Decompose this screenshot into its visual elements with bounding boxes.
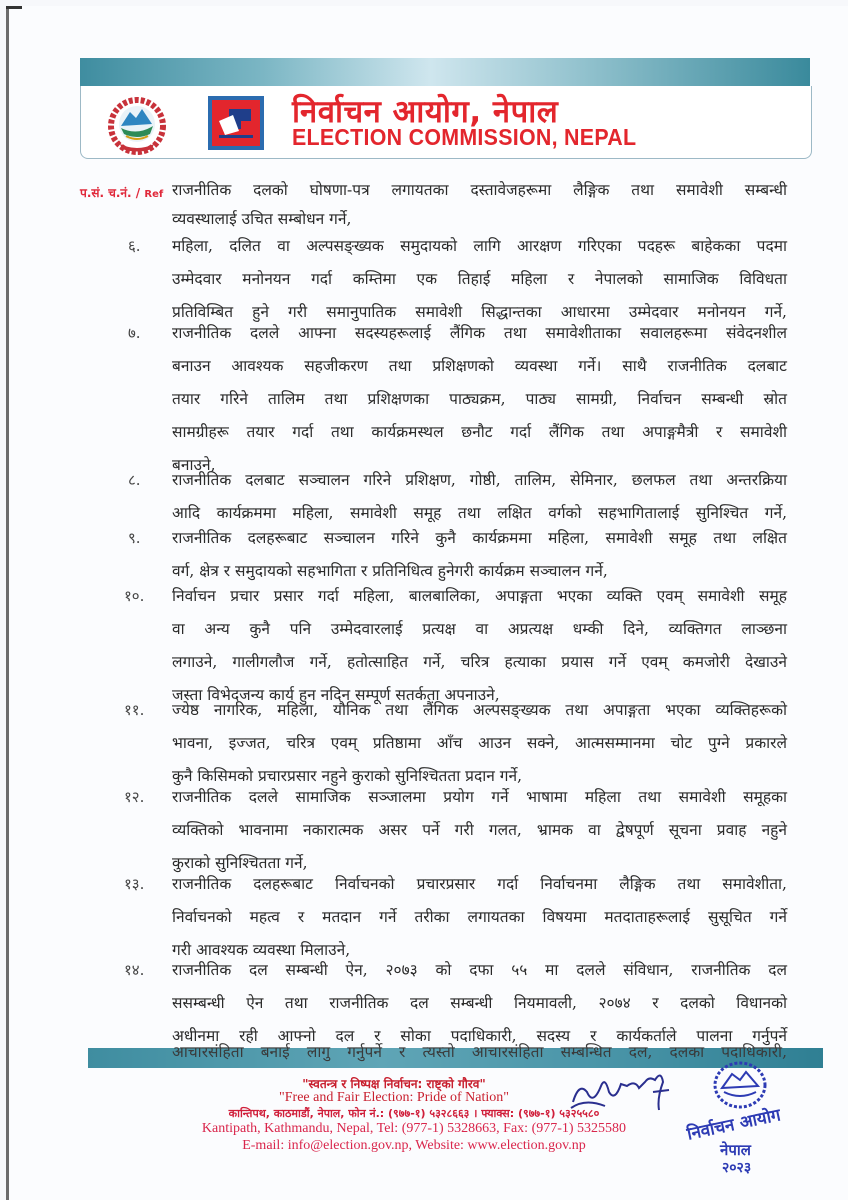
list-item-13 xyxy=(172,872,787,960)
stamp-text-line2: नेपाल xyxy=(720,1141,751,1159)
slogan-english: "Free and Fair Election: Pride of Nation" xyxy=(279,1090,509,1105)
item-line: उम्मेदवार मनोनयन गर्दा कम्तिमा एक तिहाई महिला र नेपालको सामाजिक विविधता xyxy=(172,270,787,288)
item-line: निर्वाचनको महत्व र मतदान गर्ने तरीका लगायतका विषयमा मतदाताहरूलाई सुसूचित गर्ने xyxy=(172,908,787,926)
page-edge xyxy=(6,6,9,1200)
contact-info: E-mail: info@election.gov.np, Website: www.election.gov.np xyxy=(242,1138,586,1153)
item-line: व्यक्तिको भावनामा नकारात्मक असर पर्ने गरी गलत, भ्रामक वा द्वेषपूर्ण सूचना प्रवाह नहुने xyxy=(172,821,787,839)
item-number: ९. xyxy=(128,529,141,547)
item-line: वर्ग, क्षेत्र र समुदायको सहभागिता र प्रतिनिधित्व हुनेगरी कार्यक्रम सञ्चालन गर्ने, xyxy=(172,562,608,580)
item-line: ज्येष्ठ नागरिक, महिला, यौनिक तथा लैंगिक अल्पसङ्ख्यक तथा अपाङ्गता भएका व्यक्तिहरूको xyxy=(172,701,787,719)
signature-icon xyxy=(565,1062,675,1122)
page-edge-top xyxy=(6,6,22,9)
item-line: राजनीतिक दलले सामाजिक सञ्जालमा प्रयोग गर्ने भाषामा महिला तथा समावेशी समूहका xyxy=(172,788,787,806)
item-number: ८. xyxy=(128,471,141,489)
reference-label xyxy=(80,184,163,201)
nepal-emblem-icon xyxy=(106,96,168,156)
item-line: तयार गरिने तालिम तथा प्रशिक्षणका पाठ्यक्रम, पाठ्य सामग्री, निर्वाचन सम्बन्धी स्रोत xyxy=(172,390,787,408)
lead-item-line: राजनीतिक दलको घोषणा-पत्र लगायतका दस्तावेजहरूमा लैङ्गिक तथा समावेशी सम्बन्धी xyxy=(172,181,787,199)
list-item-12 xyxy=(172,785,787,873)
item-line: जस्ता विभेदजन्य कार्य हुन नदिन सम्पूर्ण सतर्कता अपनाउने, xyxy=(172,686,500,704)
item-line: राजनीतिक दलहरूबाट सञ्चालन गरिने कुनै कार्यक्रममा महिला, समावेशी समूह तथा लक्षित xyxy=(172,529,787,547)
item-number: १२. xyxy=(124,788,145,806)
address-nepali: कान्तिपथ, काठमाडौं, नेपाल, फोन नं.: (९७७-१) ५३२८६६३ । फ्याक्स: (९७७-१) ५३२५५८० xyxy=(228,1107,600,1120)
item-line: निर्वाचन प्रचार प्रसार गर्दा महिला, बालबालिका, अपाङ्गता भएका व्यक्ति एवम् समावेशी समूह xyxy=(172,587,787,605)
item-line: बनाउने, xyxy=(172,456,216,474)
item-line: महिला, दलित वा अल्पसङ्ख्यक समुदायको लागि आरक्षण गरिएका पदहरू बाहेकका पदमा xyxy=(172,237,787,255)
item-number: १४. xyxy=(124,961,145,979)
list-item-14 xyxy=(172,958,787,1046)
address-english: Kantipath, Kathmandu, Nepal, Tel: (977-1) 5328663, Fax: (977-1) 5325580 xyxy=(201,1121,627,1136)
header-title-nepali: निर्वाचन आयोग, नेपाल xyxy=(292,94,559,130)
item-line: वा अन्य कुनै पनि उम्मेदवारलाई प्रत्यक्ष वा अप्रत्यक्ष धम्की दिने, व्यक्तिगत लाञ्छना xyxy=(172,620,787,638)
stamp-text-line3: २०२३ xyxy=(722,1160,752,1176)
item-line: राजनीतिक दल सम्बन्धी ऐन, २०७३ को दफा ५५ मा दलले संविधान, राजनीतिक दल xyxy=(172,961,787,979)
item-line: कुनै किसिमको प्रचारप्रसार नहुने कुराको सुनिश्चितता प्रदान गर्ने, xyxy=(172,767,523,785)
item-line: प्रतिविम्बित हुने गरी समानुपातिक समावेशी सिद्धान्तका आधारमा उम्मेदवार मनोनयन गर्ने, xyxy=(172,303,787,321)
header-title-english: ELECTION COMMISSION, NEPAL xyxy=(292,124,637,150)
item-line: सामग्रीहरू तयार गर्दा तथा कार्यक्रमस्थल छनौट गर्दा लैंगिक तथा अपाङ्गमैत्री र समावेशी xyxy=(172,423,787,441)
item-number: ११. xyxy=(124,701,145,719)
item-line: राजनीतिक दलले आफ्ना सदस्यहरूलाई लैंगिक तथा समावेशीताका सवालहरूमा संवेदनशील xyxy=(172,324,787,342)
item-number: १३. xyxy=(124,875,145,893)
item-line: कुराको सुनिश्चितता गर्ने, xyxy=(172,854,308,872)
list-item-7 xyxy=(172,321,787,475)
item-14-last-line xyxy=(172,1040,787,1062)
reference-label-nepali: प.सं. च.नं. / xyxy=(80,186,141,200)
item-line: आदि कार्यक्रममा महिला, समावेशी समूह तथा लक्षित वर्गको सहभागितालाई सुनिश्चित गर्ने, xyxy=(172,504,787,522)
slogan-nepali: "स्वतन्त्र र निष्पक्ष निर्वाचन: राष्ट्को गौरव" xyxy=(302,1077,486,1091)
ballot-box-logo-icon xyxy=(207,95,265,151)
lead-item xyxy=(172,178,787,200)
header-banner xyxy=(80,58,810,86)
item-number: १०. xyxy=(124,587,145,605)
item-line: गरी आवश्यक व्यवस्था मिलाउने, xyxy=(172,941,351,959)
item-number: ६. xyxy=(128,237,141,255)
item-line: आचारसंहिता बनाई लागु गर्नुपर्ने र त्यस्तो आचारसंहिता सम्बन्धित दल, दलका पदाधिकारी, xyxy=(172,1043,787,1061)
list-item-9 xyxy=(172,526,787,581)
item-number: ७. xyxy=(128,324,141,342)
reference-label-english: Ref xyxy=(144,189,164,200)
item-line: लगाउने, गालीगलौज गर्ने, हतोत्साहित गर्ने, चरित्र हत्याका प्रयास गर्ने एवम् कमजोरी देखाउने xyxy=(172,653,787,671)
official-seal-icon xyxy=(712,1060,768,1110)
item-line: ससम्बन्धी ऐन तथा राजनीतिक दल सम्बन्धी नियमावली, २०७४ र दलको विधानको xyxy=(172,994,787,1012)
item-line: भावना, इज्जत, चरित्र एवम् प्रतिष्ठामा आँच आउन सक्ने, आत्मसम्मानमा चोट पुग्ने प्रकारले xyxy=(172,734,787,752)
item-line: बनाउन आवश्यक सहजीकरण तथा प्रशिक्षणको व्यवस्था गर्ने। साथै राजनीतिक दलबाट xyxy=(172,357,787,375)
official-stamp xyxy=(685,1060,800,1180)
list-item-10 xyxy=(172,584,787,705)
list-item-11 xyxy=(172,698,787,786)
item-line: राजनीतिक दलबाट सञ्चालन गरिने प्रशिक्षण, गोष्ठी, तालिम, सेमिनार, छलफल तथा अन्तरक्रिया xyxy=(172,471,787,489)
list-item-6 xyxy=(172,234,787,322)
stamp-text-line1: निर्वाचन आयोग xyxy=(685,1105,783,1145)
item-line: राजनीतिक दलहरूबाट निर्वाचनको प्रचारप्रसार गर्दा निर्वाचनमा लैङ्गिक तथा समावेशीता, xyxy=(172,875,787,893)
item-line: अधीनमा रही आफ्नो दल र सोका पदाधिकारी, सदस्य र कार्यकर्ताले पालना गर्नुपर्ने xyxy=(172,1027,787,1045)
list-item-8 xyxy=(172,468,787,523)
lead-item-line-2: व्यवस्थालाई उचित सम्बोधन गर्ने, xyxy=(172,210,352,228)
